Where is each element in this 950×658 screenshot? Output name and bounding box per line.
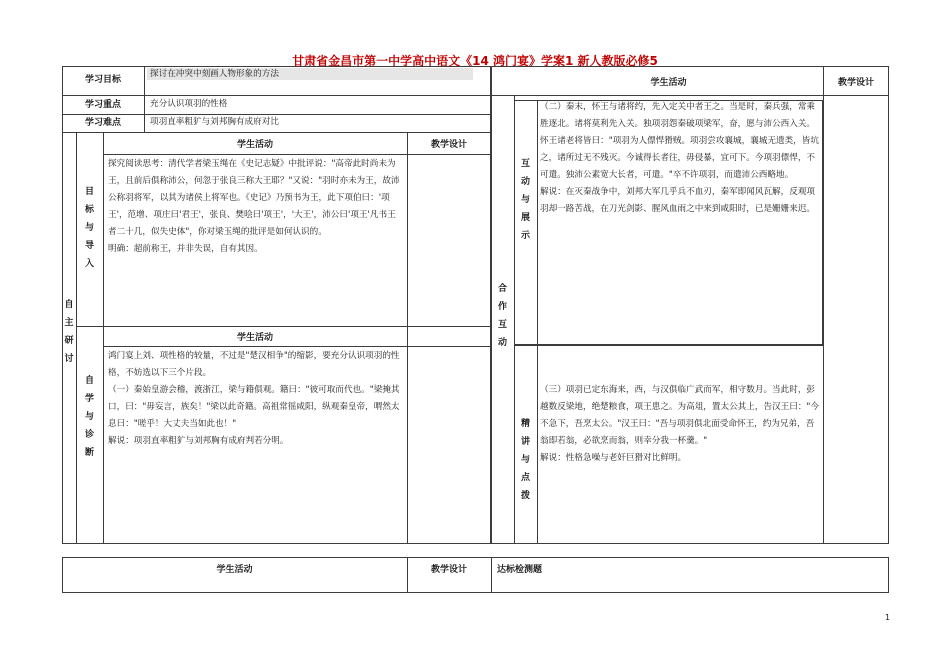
- left-section2-text: 鸿门宴上刘、项性格的较量，不过是"楚汉相争"的缩影，要充分认识项羽的性格，不妨选以下三个片段。 （一）秦始皇游会稽，渡浙江，梁与籍俱观。籍曰："彼可取而代也。"梁掩其口，曰："毋妄言，族矣！"梁以此奇籍。高祖常徭咸阳，纵观秦皇帝，喟然太息曰："嗟乎！大丈夫当如此也！" 解说：项羽直率粗犷与刘邦胸有成府判若分明。: [108, 351, 400, 446]
- right-section-line: [514, 345, 823, 346]
- right-section1-label-divider: [537, 100, 538, 345]
- bottom-assessment-header: 达标检测题: [497, 565, 543, 575]
- bottom-divider: [491, 557, 492, 593]
- info-label-focus: 学习重点: [84, 100, 121, 110]
- right-side-label: 合 作 互 动: [497, 284, 507, 348]
- left-section2-label: 自 学 与 诊 断: [84, 376, 94, 458]
- bottom-student-header: 学生活动: [216, 565, 253, 575]
- right-header-line: [491, 95, 889, 96]
- info-value-focus: 充分认识项羽的性格: [150, 99, 228, 109]
- left-section1-text: 探究阅读思考：清代学者梁玉绳在《史记志疑》中批评说："高帝此时尚未为王，且前后俱称沛公，何忽于张良三称大王耶？"又说："羽时亦未为王，故沛公称羽将军，以其为诸侯上将军也。《史记》乃预书为王，此下项伯曰：'项王'，范增、项庄曰'君王'，张良、樊哙曰'项王'，'大王'，沛公曰'项王'凡书王者二十几，似失史体"，你对梁玉绳的批评是如何认识的。 明确：超前称王，并非失误，自有其因。: [108, 159, 400, 254]
- left-header-line: [103, 154, 491, 155]
- right-section2-text: （三）项羽已定东海来，西，与汉俱临广武而军，相守数月。当此时，彭越数反梁地，绝楚粮食，项王患之。为高俎，置太公其上，告汉王曰："今不急下，吾烹太公。"汉王曰："吾与项羽俱北面受命怀王，约为兄弟，吾翁即若翁，必欲烹而翁，则幸分我一杯羹。" 解说：性格急噪与老奸巨猾对比鲜明。: [540, 385, 819, 463]
- info-value-goal: 探讨在冲突中刻画人物形象的方法: [150, 69, 279, 79]
- right-student-header: 学生活动: [650, 78, 687, 88]
- page-number: 1: [885, 613, 891, 622]
- left-design-divider: [407, 132, 408, 544]
- left-row-divider: [62, 132, 491, 133]
- info-label-divider: [144, 66, 145, 132]
- info-label-goal: 学习目标: [84, 75, 121, 85]
- right-section1-label: 互 动 与 展 示: [520, 159, 530, 241]
- left-header-line: [103, 346, 491, 347]
- left-section1-label: 目 标 与 导 入: [84, 187, 94, 269]
- left-section-line: [76, 326, 491, 327]
- bottom-design-header: 教学设计: [430, 565, 467, 575]
- left-side-label: 自 主 研 讨: [64, 300, 74, 364]
- document-title: 甘肃省金昌市第一中学高中语文《14 鸿门宴》学案1 新人教版必修5: [292, 54, 658, 68]
- right-section2-label: 精 讲 与 点 拨: [520, 419, 530, 501]
- right-section1-text: （二）秦末，怀王与诸将约，先入定关中者王之。当是时，秦兵强，常乘胜逐北。诸将莫利先入关。独项羽怨秦破项梁军，奋，愿与沛公西入关。怀王诸老将皆曰："项羽为人僄悍猾贼。项羽尝攻襄城，襄城无遗类，皆坑之，诸所过无不残灭。今诚得长者往，毋侵暴，宜可下。今项羽僄悍，不可遣。独沛公素宽大长者，可遣。"卒不许项羽，而遣沛公西略地。 解说：在灭秦战争中，刘邦大军几乎兵不血刃，秦军即闻风瓦解，反观项羽却一路苦战，在刀光剑影、腥风血雨之中来到咸阳时，已是姗姗来迟。: [540, 102, 819, 214]
- right-design-header: 教学设计: [837, 78, 874, 88]
- right-section2-label-divider: [537, 345, 538, 544]
- left-design-header-1: 教学设计: [430, 140, 467, 150]
- left-student-header-1: 学生活动: [236, 140, 273, 150]
- info-label-difficulty: 学习难点: [84, 118, 121, 128]
- left-student-header-2: 学生活动: [236, 333, 273, 343]
- info-value-difficulty: 项羽直率粗犷与刘邦胸有成府对比: [150, 117, 279, 127]
- right-design-divider: [823, 66, 824, 544]
